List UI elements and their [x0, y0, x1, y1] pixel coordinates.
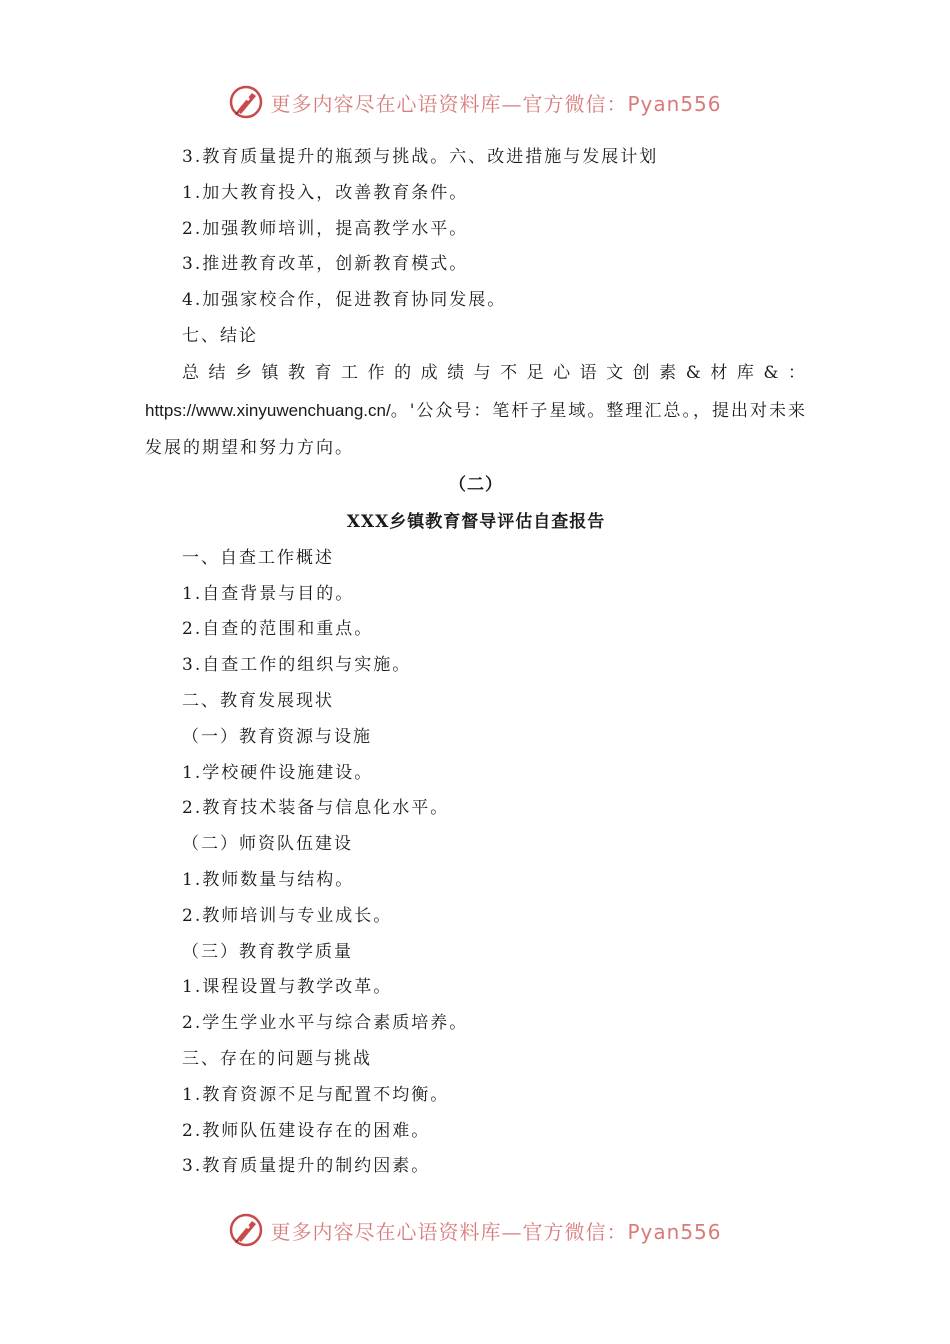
document-body	[145, 140, 807, 1185]
report-title: XXX乡镇教育督导评估自查报告	[346, 511, 606, 532]
section-heading: 二、教育发展现状	[182, 690, 334, 711]
section-heading: 七、结论	[182, 325, 258, 346]
list-item: 1.自查背景与目的。	[182, 583, 355, 604]
pen-nib-logo-icon	[228, 84, 264, 120]
list-item: 3.自查工作的组织与实施。	[182, 655, 412, 676]
subsection-heading: （三）教育教学质量	[182, 941, 353, 962]
list-item: 2.教师队伍建设存在的困难。	[182, 1120, 431, 1141]
section-heading: 三、存在的问题与挑战	[182, 1048, 372, 1069]
text-line: 4.加强家校合作，促进教育协同发展。	[182, 290, 507, 311]
list-item: 2.自查的范围和重点。	[182, 619, 374, 640]
text-line: 1.加大教育投入，改善教育条件。	[182, 182, 469, 203]
list-item: 3.教育质量提升的制约因素。	[182, 1156, 431, 1177]
section-heading: 一、自查工作概述	[182, 547, 334, 568]
list-item: 1.学校硬件设施建设。	[182, 762, 374, 783]
list-item: 2.学生学业水平与综合素质培养。	[182, 1013, 469, 1034]
url-text: https://www.xinyuwenchuang.cn/	[145, 400, 391, 420]
text-line: 3.教育质量提升的瓶颈与挑战。六、改进措施与发展计划	[182, 147, 659, 167]
header-banner	[0, 82, 950, 122]
conclusion-paragraph: 总结乡镇教育工作的成绩与不足心语文创素&材库&： https://www.xinyuwenchuang.cn/。'公众号：笔杆子星域。整理汇总。，提出对未来发展的期望和努力方向。	[145, 362, 807, 458]
footer-banner	[0, 1210, 950, 1250]
list-item: 1.教育资源不足与配置不均衡。	[182, 1084, 450, 1105]
subsection-heading: （二）师资队伍建设	[182, 834, 353, 855]
list-item: 1.课程设置与教学改革。	[182, 977, 393, 998]
part-number: （二）	[449, 474, 503, 495]
subsection-heading: （一）教育资源与设施	[182, 726, 372, 747]
list-item: 1.教师数量与结构。	[182, 869, 355, 890]
list-item: 2.教育技术装备与信息化水平。	[182, 798, 450, 819]
text-line: 3.推进教育改革，创新教育模式。	[182, 254, 469, 275]
banner-text: 更多内容尽在心语资料库—官方微信：Pyan556	[270, 1219, 722, 1244]
pen-nib-logo-icon	[228, 1212, 264, 1248]
text-line: 2.加强教师培训，提高教学水平。	[182, 218, 469, 239]
list-item: 2.教师培训与专业成长。	[182, 905, 393, 926]
banner-text: 更多内容尽在心语资料库—官方微信：Pyan556	[270, 91, 722, 116]
